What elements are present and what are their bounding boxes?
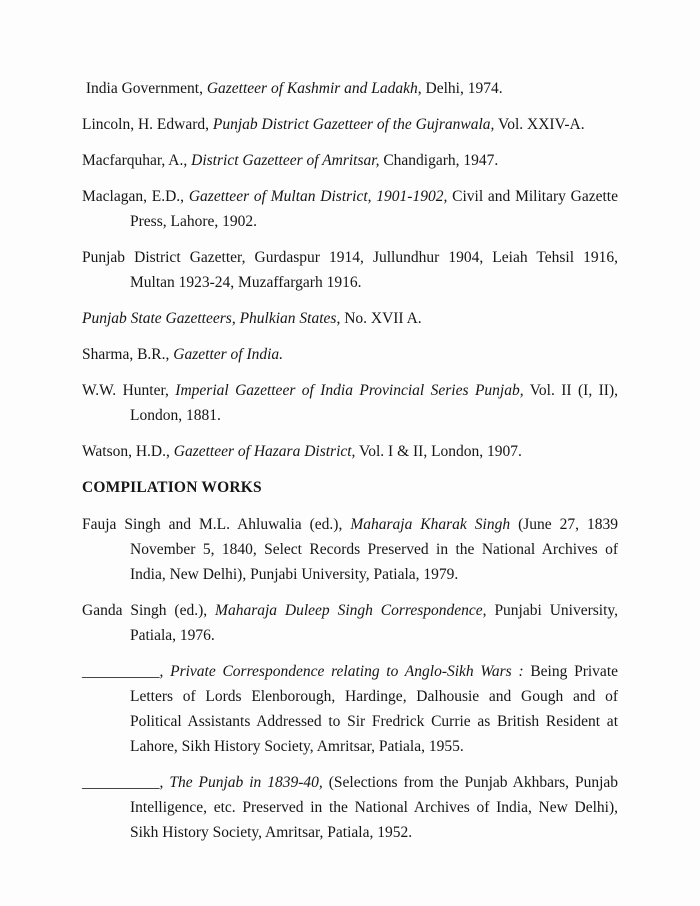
- entry-text: Punjab District Gazetter, Gurdaspur 1914, Jullundhur 1904, Leiah Tehsil 1916, Multan 1923-24, Muzaffargarh 1916.: [82, 249, 618, 291]
- entry-text: Being Private Letters of Lords Elenborough, Hardinge, Dalhousie and Gough and of Political Assistants Addressed to Sir Fredrick Currie as British Resident at Lahore, Sikh History Society, Amritsar, Patiala, 1955.: [130, 663, 619, 755]
- entry-title-text: The Punjab in 1839-40,: [169, 774, 323, 791]
- entry-title-text: Punjab State Gazetteers: [82, 310, 232, 327]
- entry-title-text: Phulkian States: [239, 310, 337, 327]
- entry-title-text: Gazetteer of Kashmir and Ladakh: [206, 80, 418, 97]
- entry-title-text: Maharaja Kharak Singh: [350, 516, 511, 533]
- bibliography-entry: [82, 112, 618, 137]
- entry-text: Chandigarh, 1947.: [379, 152, 499, 169]
- entry-text: Fauja Singh and M.L. Ahluwalia (ed.),: [82, 516, 351, 533]
- entry-title-text: Imperial Gazetteer of India Provincial Series Punjab,: [175, 382, 524, 399]
- bibliography-entry: [82, 659, 618, 759]
- entry-title-text: Gazetteer of Multan District, 1901-1902,: [188, 188, 448, 205]
- entry-text: Lincoln, H. Edward,: [82, 116, 213, 133]
- bibliography-entry: [82, 598, 618, 648]
- bibliography-entry: [82, 439, 618, 464]
- bibliography-entry: [82, 306, 618, 331]
- section-heading: COMPILATION WORKS: [82, 479, 262, 496]
- entry-text: ,: [231, 310, 240, 327]
- bibliography-entry: [82, 378, 618, 428]
- entry-text: Vol. I & II, London, 1907.: [355, 443, 522, 460]
- bibliography-entry: [82, 512, 618, 587]
- entry-text: Watson, H.D.,: [82, 443, 174, 460]
- entry-text: Vol. XXIV-A.: [494, 116, 585, 133]
- entry-text: __________,: [82, 663, 171, 680]
- entry-text: __________,: [82, 774, 170, 791]
- bibliography-entry: [82, 76, 618, 101]
- entry-text: Vol. II (I, II), London, 1881.: [130, 382, 618, 424]
- entry-text: Sharma, B.R.,: [82, 346, 174, 363]
- entry-title-text: Punjab District Gazetteer of the Gujranwala,: [212, 116, 495, 133]
- entry-text: W.W. Hunter,: [82, 382, 176, 399]
- entry-text: (Selections from the Punjab Akhbars, Punjab Intelligence, etc. Preserved in the National Archives of India, New Delhi), Sikh History Society, Amritsar, Patiala, 1952.: [130, 774, 619, 841]
- entry-text: , Delhi, 1974.: [417, 80, 503, 97]
- document-page: [82, 76, 618, 856]
- entry-text: India Government,: [82, 80, 207, 97]
- entry-title-text: District Gazetteer of Amritsar,: [191, 152, 380, 169]
- entry-text: Ganda Singh (ed.),: [82, 602, 216, 619]
- entry-title-text: Gazetter of India.: [173, 346, 284, 363]
- entry-title-text: Maharaja Duleep Singh Correspondence: [215, 602, 483, 619]
- bibliography-entry: [82, 342, 618, 367]
- entry-text: (June 27, 1839 November 5, 1840, Select Records Preserved in the National Archives of India, New Delhi), Punjabi University, Patiala, 1979.: [130, 516, 618, 583]
- entry-title-text: Private Correspondence relating to Anglo-Sikh Wars :: [170, 663, 531, 680]
- bibliography-entry: [82, 770, 618, 845]
- entry-title-text: Gazetteer of Hazara District,: [173, 443, 356, 460]
- bibliography-list: [82, 76, 618, 845]
- entry-text: Maclagan, E.D.,: [82, 188, 189, 205]
- bibliography-entry: [82, 184, 618, 234]
- entry-text: Civil and Military Gazette Press, Lahore, 1902.: [130, 188, 618, 230]
- entry-text: , No. XVII A.: [336, 310, 422, 327]
- bibliography-entry: [82, 245, 618, 295]
- bibliography-entry: [82, 148, 618, 173]
- entry-text: Macfarquhar, A.,: [82, 152, 192, 169]
- entry-text: , Punjabi University, Patiala, 1976.: [130, 602, 619, 644]
